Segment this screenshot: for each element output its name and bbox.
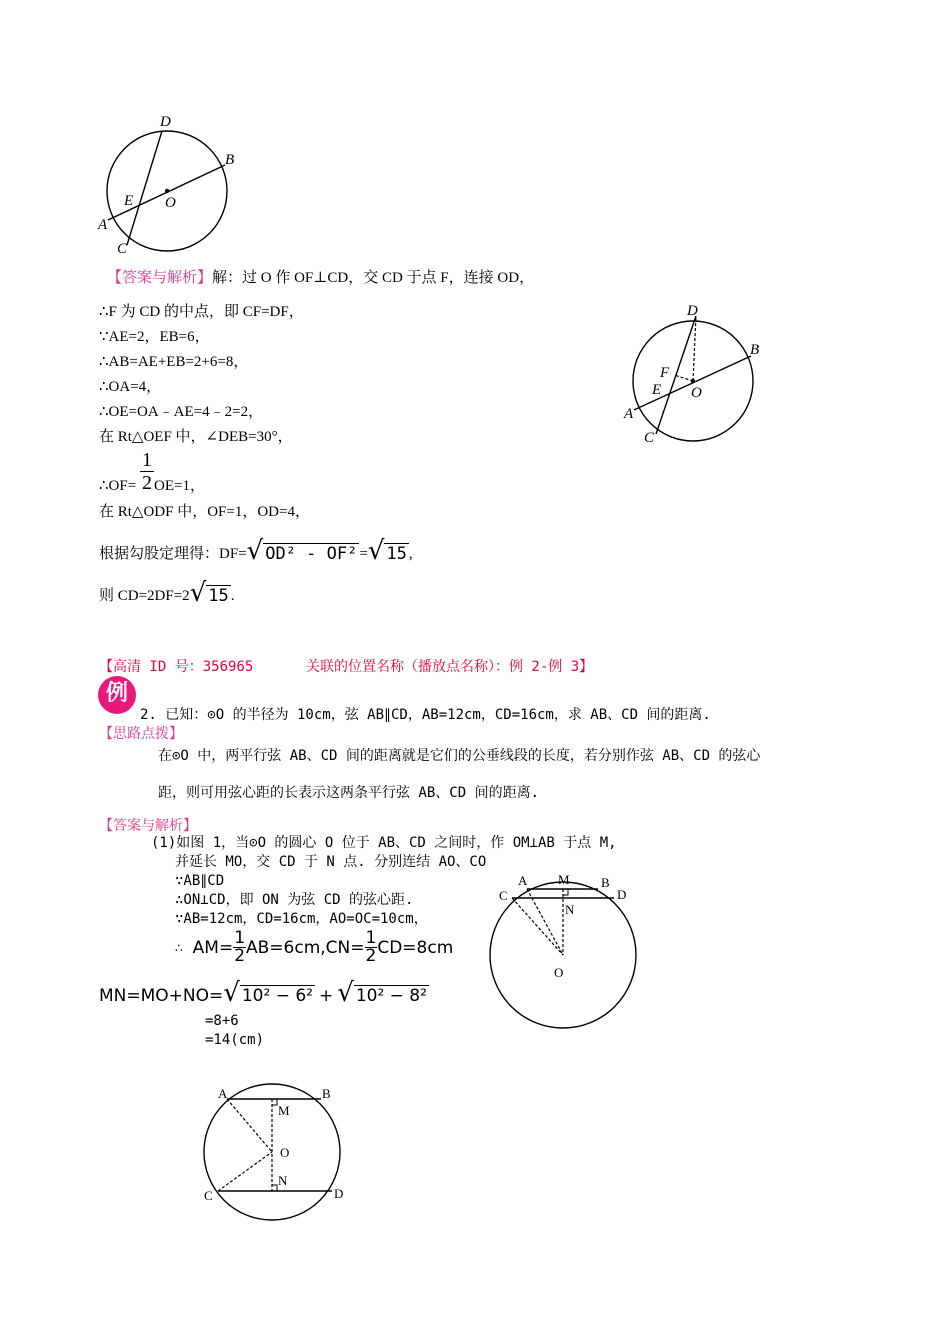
example-badge: 例 <box>98 676 136 714</box>
frac-num-2: 1 <box>365 928 377 948</box>
solution-line-9 <box>99 538 413 564</box>
fraction-denominator: 2 <box>142 472 152 494</box>
label-A: A <box>518 873 528 888</box>
half-fraction-1 <box>233 930 246 965</box>
solution-line-4: ∴OA=4， <box>99 379 162 395</box>
label-O: O <box>165 195 176 211</box>
label-B: B <box>601 875 610 890</box>
case-1-line-2: 并延长 MO，交 CD 于 N 点. 分别连结 AO、CO <box>175 854 487 870</box>
case-1-line-6 <box>175 930 453 965</box>
case-1-line-9: =14(cm) <box>205 1032 265 1048</box>
solution-line-8: 在 Rt△ODF 中，OF=1，OD=4， <box>99 504 310 520</box>
half-fraction-2 <box>365 930 378 965</box>
label-E: E <box>124 193 134 209</box>
label-A: A <box>624 406 634 422</box>
case-1-line-3: ∵AB∥CD <box>175 873 225 889</box>
therefore-symbol: ∴ <box>175 940 183 955</box>
solution-line-5: ∴OE=OA﹣AE=4﹣2=2， <box>99 404 264 420</box>
solution-line-1: ∴F 为 CD 的中点，即 CF=DF， <box>99 304 304 320</box>
cd-result-text: 则 CD=2DF=2 <box>99 588 190 604</box>
sqrt-radicand-2: 15 <box>386 544 407 564</box>
answer-intro: 解：过 O 作 OF⊥CD，交 CD 于点 F，连接 OD， <box>212 270 535 286</box>
label-O: O <box>554 965 564 980</box>
figure-circle-2 <box>618 298 788 450</box>
label-N: N <box>565 902 575 917</box>
example-question: 2. 已知：⊙O 的半径为 10cm，弦 AB∥CD，AB=12cm，CD=16cm，求 AB、CD 间的距离. <box>140 707 711 723</box>
solution-line-7-pre: ∴OF= <box>99 478 137 494</box>
label-D: D <box>617 887 627 902</box>
case-1-line-7 <box>99 980 429 1006</box>
solution-line-3: ∴AB=AE+EB=2+6=8， <box>99 354 249 370</box>
label-C: C <box>204 1188 213 1203</box>
figure-circle-3 <box>488 855 638 1035</box>
sqrt-radicand-10-8: 10² − 8² <box>355 986 427 1006</box>
sqrt-10-8: √ 10² − 8² <box>337 978 427 1008</box>
label-O: O <box>691 385 702 401</box>
label-B: B <box>750 342 760 358</box>
mn-text: MN=MO+NO= <box>99 986 224 1006</box>
sqrt-radicand-10-6: 10² − 6² <box>241 986 313 1006</box>
label-D: D <box>334 1186 344 1201</box>
sqrt-expression: √ OD² - OF² <box>246 536 358 566</box>
equals-sign: = <box>359 546 368 562</box>
pythagoras-text: 根据勾股定理得：DF= <box>99 546 247 562</box>
answer-heading: 【答案与解析】 <box>107 270 213 286</box>
solution-line-6: 在 Rt△OEF 中，∠DEB=30°， <box>99 429 293 445</box>
hint-line-2: 距，则可用弦心距的长表示这两条平行弦 AB、CD 间的距离. <box>158 785 539 801</box>
label-E: E <box>652 382 662 398</box>
am-text: AM= <box>192 937 234 958</box>
label-M: M <box>558 872 570 887</box>
label-F: F <box>660 365 670 381</box>
hd-id-label: 【高清 ID 号：356965 <box>99 659 254 675</box>
label-C: C <box>117 241 128 257</box>
play-point-label: 关联的位置名称（播放点名称）：例 2-例 3】 <box>306 659 594 675</box>
period: . <box>230 588 235 604</box>
label-C: C <box>499 888 508 903</box>
sqrt-radicand-1: OD² - OF² <box>265 544 358 564</box>
label-A: A <box>98 217 108 233</box>
case-1-line-4: ∴ON⊥CD，即 ON 为弦 CD 的弦心距. <box>175 892 414 908</box>
hint-heading: 【思路点拨】 <box>99 726 183 742</box>
label-N: N <box>278 1173 288 1188</box>
label-B: B <box>225 152 235 168</box>
answer-heading-2: 【答案与解析】 <box>99 818 197 834</box>
label-B: B <box>322 1086 331 1101</box>
label-D: D <box>160 114 171 130</box>
frac-den-1: 2 <box>234 946 246 966</box>
ab-cn-text: AB=6cm,CN= <box>246 937 365 958</box>
label-O: O <box>280 1145 290 1160</box>
label-A: A <box>218 1086 228 1101</box>
case-1-line-1: (1)如图 1，当⊙O 的圆心 O 位于 AB、CD 之间时，作 OM⊥AB 于点 M, <box>151 835 617 851</box>
figure-circle-4 <box>200 1078 360 1228</box>
hint-line-1: 在⊙O 中，两平行弦 AB、CD 间的距离就是它们的公垂线段的长度，若分别作弦 AB、CD 的弦心 <box>158 748 761 764</box>
label-M: M <box>278 1103 290 1118</box>
frac-num-1: 1 <box>234 928 246 948</box>
sqrt-10-6: √ 10² − 6² <box>223 978 313 1008</box>
label-D: D <box>687 303 698 319</box>
fraction-numerator: 1 <box>142 449 152 471</box>
case-1-line-8: =8+6 <box>205 1013 239 1029</box>
solution-line-2: ∵AE=2，EB=6， <box>99 329 210 345</box>
solution-line-7-post: OE=1， <box>154 478 205 494</box>
frac-den-2: 2 <box>365 946 377 966</box>
sqrt-15-result: √ 15 <box>189 578 229 608</box>
comma: , <box>408 546 413 562</box>
case-1-line-5: ∵AB=12cm，CD=16cm，AO=OC=10cm， <box>175 911 428 927</box>
plus-sign: + <box>318 986 334 1006</box>
sqrt-radicand-3: 15 <box>208 586 229 606</box>
sqrt-15: √ 15 <box>367 536 407 566</box>
label-C: C <box>644 430 655 446</box>
solution-line-10 <box>99 580 235 606</box>
figure-circle-1 <box>92 108 242 258</box>
cd-text: CD=8cm <box>377 937 454 958</box>
answer-heading-line <box>107 268 534 288</box>
